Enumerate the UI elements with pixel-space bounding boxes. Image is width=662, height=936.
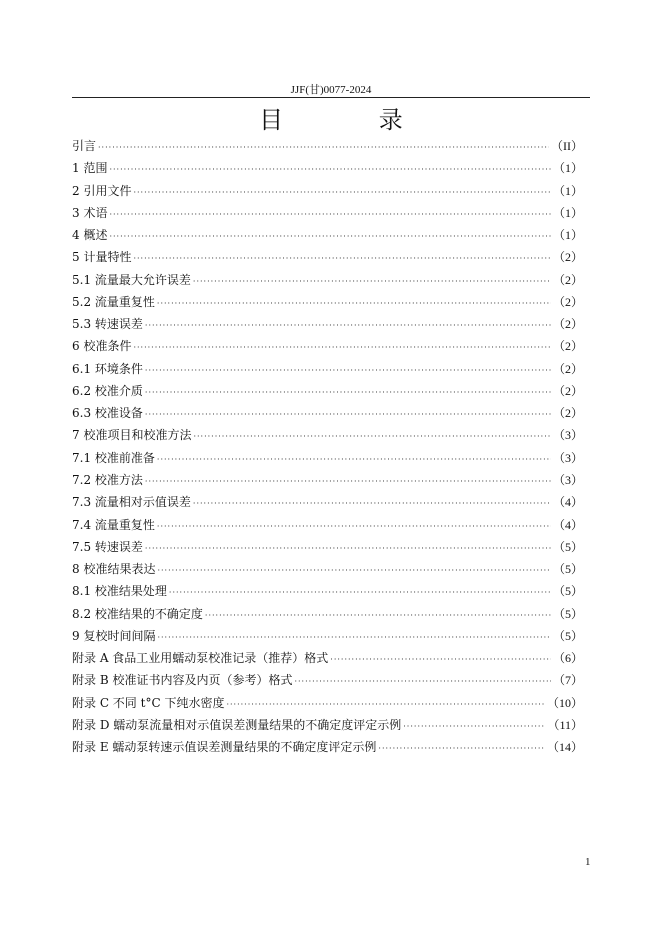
toc-entry[interactable] <box>72 736 583 758</box>
toc-entry-label: 8 校准结果表达 <box>72 562 156 577</box>
toc-entry-page: （II） <box>551 139 583 153</box>
toc-entry-page: （1） <box>552 205 583 220</box>
toc-entry[interactable] <box>72 558 583 580</box>
toc-entry-label: 1 范围 <box>72 161 108 176</box>
toc-entry[interactable] <box>72 491 583 513</box>
toc-entry-page: （5） <box>552 562 583 577</box>
toc-entry-label: 3 术语 <box>72 205 108 220</box>
toc-entry-label: 附录 C 不同 t°C 下纯水密度 <box>72 695 225 710</box>
toc-entry-label: 7.1 校准前准备 <box>72 450 155 465</box>
toc-entry-page: （2） <box>552 383 583 398</box>
toc-entry-label: 8.2 校准结果的不确定度 <box>72 606 203 621</box>
toc-entry-page: （2） <box>552 250 583 265</box>
toc-entry[interactable] <box>72 625 583 647</box>
toc-leader-dots <box>145 404 551 426</box>
toc-leader-dots <box>145 471 551 493</box>
toc-leader-dots <box>403 716 545 738</box>
toc-entry-page: （4） <box>552 517 583 532</box>
toc-leader-dots <box>109 204 551 226</box>
toc-entry-label: 7.5 转速误差 <box>72 539 143 554</box>
toc-leader-dots <box>157 449 551 471</box>
toc-entry-label: 附录 E 蠕动泵转速示值误差测量结果的不确定度评定示例 <box>72 740 377 755</box>
toc-entry-page: （10） <box>546 695 583 710</box>
toc-entry-page: （5） <box>552 584 583 599</box>
toc-entry-page: （6） <box>552 651 583 666</box>
toc-leader-dots <box>145 382 551 404</box>
toc-entry[interactable] <box>72 335 583 357</box>
table-of-contents <box>72 135 583 758</box>
toc-entry-label: 5.1 流量最大允许误差 <box>72 272 191 287</box>
toc-entry-label: 6.2 校准介质 <box>72 383 143 398</box>
toc-entry[interactable] <box>72 157 583 179</box>
toc-entry[interactable] <box>72 402 583 424</box>
toc-entry-page: （1） <box>552 161 583 176</box>
toc-entry[interactable] <box>72 469 583 491</box>
toc-entry-label: 6.3 校准设备 <box>72 406 143 421</box>
toc-leader-dots <box>226 694 545 716</box>
toc-entry-label: 附录 D 蠕动泵流量相对示值误差测量结果的不确定度评定示例 <box>72 717 402 732</box>
toc-entry-page: （5） <box>552 606 583 621</box>
toc-entry[interactable] <box>72 291 583 313</box>
toc-entry-label: 6.1 环境条件 <box>72 361 143 376</box>
toc-entry-page: （3） <box>552 428 583 443</box>
toc-entry-label: 7.2 校准方法 <box>72 472 143 487</box>
toc-entry[interactable] <box>72 269 583 291</box>
toc-entry-page: （11） <box>547 717 583 732</box>
toc-entry-page: （1） <box>552 183 583 198</box>
toc-entry-label: 7.3 流量相对示值误差 <box>72 495 191 510</box>
toc-entry-label: 7.4 流量重复性 <box>72 517 155 532</box>
toc-leader-dots <box>145 315 551 337</box>
header-rule <box>72 97 590 98</box>
document-code: JJF(甘)0077-2024 <box>290 84 372 96</box>
toc-entry-page: （2） <box>552 361 583 376</box>
toc-entry[interactable] <box>72 202 583 224</box>
toc-entry-page: （2） <box>552 294 583 309</box>
toc-entry-page: （7） <box>552 673 583 688</box>
toc-entry-label: 4 概述 <box>72 228 108 243</box>
toc-entry[interactable] <box>72 514 583 536</box>
toc-entry-page: （3） <box>552 450 583 465</box>
toc-entry-page: （4） <box>552 495 583 510</box>
toc-entry[interactable] <box>72 135 583 157</box>
toc-entry[interactable] <box>72 380 583 402</box>
toc-leader-dots <box>133 337 551 359</box>
toc-leader-dots <box>193 493 551 515</box>
toc-leader-dots <box>294 671 551 693</box>
toc-entry[interactable] <box>72 447 583 469</box>
toc-entry[interactable] <box>72 424 583 446</box>
toc-entry[interactable] <box>72 669 583 691</box>
toc-entry-page: （2） <box>552 406 583 421</box>
page-title: 目 录 <box>259 106 447 134</box>
toc-entry-page: （5） <box>552 539 583 554</box>
toc-entry-label: 6 校准条件 <box>72 339 132 354</box>
toc-entry-label: 8.1 校准结果处理 <box>72 584 167 599</box>
toc-entry-label: 9 复校时间间隔 <box>72 628 156 643</box>
toc-entry-label: 2 引用文件 <box>72 183 132 198</box>
toc-entry-page: （1） <box>552 228 583 243</box>
toc-leader-dots <box>157 627 551 649</box>
toc-entry-page: （5） <box>552 628 583 643</box>
toc-leader-dots <box>109 159 551 181</box>
toc-leader-dots <box>133 248 551 270</box>
toc-entry[interactable] <box>72 536 583 558</box>
toc-entry[interactable] <box>72 313 583 335</box>
toc-entry[interactable] <box>72 580 583 602</box>
toc-entry[interactable] <box>72 224 583 246</box>
toc-entry-label: 7 校准项目和校准方法 <box>72 428 192 443</box>
toc-entry-label: 附录 B 校准证书内容及内页（参考）格式 <box>72 673 293 688</box>
toc-entry-label: 附录 A 食品工业用蠕动泵校准记录（推荐）格式 <box>72 651 329 666</box>
page-number: 1 <box>585 856 591 868</box>
toc-entry[interactable] <box>72 647 583 669</box>
toc-entry[interactable] <box>72 180 583 202</box>
toc-leader-dots <box>157 560 551 582</box>
toc-entry-page: （2） <box>552 272 583 287</box>
toc-leader-dots <box>98 137 549 159</box>
toc-leader-dots <box>193 271 551 293</box>
toc-entry-label: 5.3 转速误差 <box>72 317 143 332</box>
toc-entry-label: 引言 <box>72 139 97 153</box>
toc-entry[interactable] <box>72 358 583 380</box>
toc-entry-label: 5 计量特性 <box>72 250 132 265</box>
toc-leader-dots <box>157 293 551 315</box>
toc-entry-page: （3） <box>552 472 583 487</box>
toc-leader-dots <box>157 516 551 538</box>
toc-leader-dots <box>330 649 551 671</box>
toc-entry-label: 5.2 流量重复性 <box>72 294 155 309</box>
toc-entry[interactable] <box>72 603 583 625</box>
toc-entry[interactable] <box>72 246 583 268</box>
toc-leader-dots <box>169 582 551 604</box>
toc-entry[interactable] <box>72 714 583 736</box>
toc-entry[interactable] <box>72 692 583 714</box>
toc-leader-dots <box>145 538 551 560</box>
toc-leader-dots <box>193 426 551 448</box>
toc-leader-dots <box>133 182 551 204</box>
toc-leader-dots <box>109 226 551 248</box>
toc-leader-dots <box>145 360 551 382</box>
toc-entry-page: （2） <box>552 317 583 332</box>
toc-leader-dots <box>205 605 551 627</box>
toc-leader-dots <box>378 738 545 760</box>
toc-entry-page: （14） <box>546 740 583 755</box>
toc-entry-page: （2） <box>552 339 583 354</box>
